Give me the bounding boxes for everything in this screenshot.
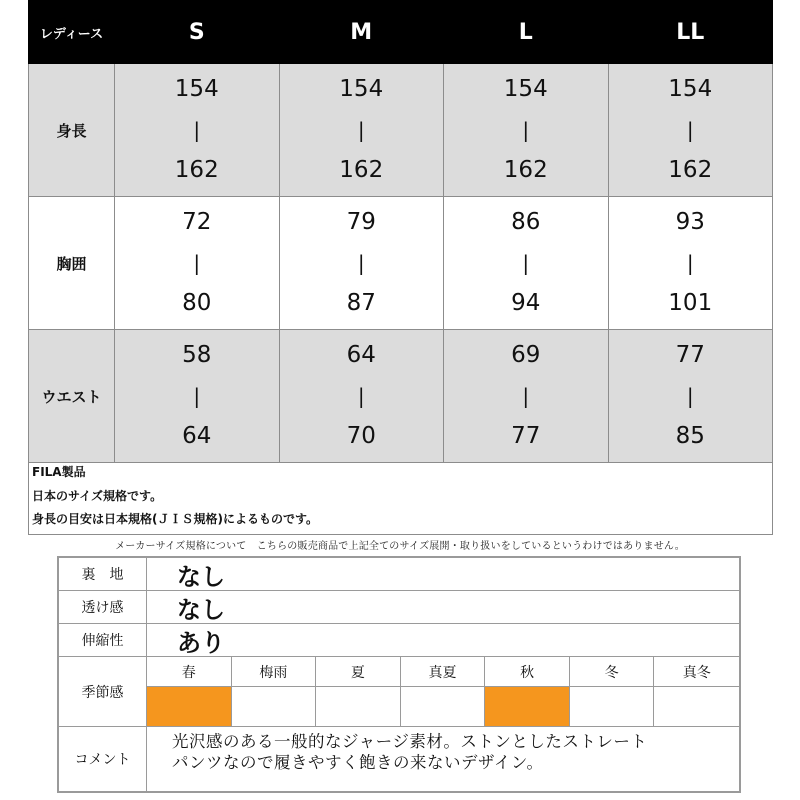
size-cell	[608, 330, 773, 463]
product-attributes-table	[57, 556, 741, 793]
range-min: 154	[668, 76, 713, 102]
comment-text	[172, 731, 729, 773]
range-min: 154	[174, 76, 219, 102]
lining-value: なし	[177, 562, 225, 591]
note-line: FILA製品	[32, 465, 86, 479]
season-header: 真夏	[401, 657, 486, 687]
range-max: 85	[675, 423, 705, 449]
range-max: 94	[511, 290, 541, 316]
size-cell	[444, 64, 609, 197]
season-header: 冬	[570, 657, 655, 687]
size-cell	[115, 330, 280, 463]
season-header: 梅雨	[232, 657, 317, 687]
sheerness-value: なし	[177, 595, 225, 624]
size-row-waist	[29, 330, 773, 463]
size-row-height	[29, 64, 773, 197]
season-indicator	[316, 687, 401, 726]
range-separator: |	[686, 384, 694, 408]
size-header-s: S	[115, 1, 280, 64]
stretch-label: 伸縮性	[59, 624, 147, 656]
range-min: 93	[675, 209, 705, 235]
range-min: 58	[182, 342, 212, 368]
lining-label: 裏 地	[59, 558, 147, 590]
sheerness-row	[59, 591, 739, 624]
range-min: 79	[346, 209, 376, 235]
range-max: 162	[503, 157, 548, 183]
range-min: 77	[675, 342, 705, 368]
row-label: ウエスト	[29, 330, 115, 463]
size-cell	[279, 197, 444, 330]
season-row	[59, 657, 739, 727]
range-separator: |	[686, 118, 694, 142]
range-separator: |	[357, 118, 365, 142]
comment-line: 光沢感のある一般的なジャージ素材。ストンとしたストレート	[172, 732, 648, 751]
season-grid	[147, 657, 739, 726]
size-cell	[279, 330, 444, 463]
season-indicator	[401, 687, 486, 726]
season-header: 春	[147, 657, 232, 687]
season-indicator	[654, 687, 739, 726]
range-min: 154	[503, 76, 548, 102]
range-min: 64	[346, 342, 376, 368]
season-indicator	[570, 687, 655, 726]
range-separator: |	[522, 384, 530, 408]
range-min: 69	[511, 342, 541, 368]
lining-row	[59, 558, 739, 591]
range-separator: |	[522, 251, 530, 275]
stretch-value: あり	[177, 628, 225, 657]
range-separator: |	[193, 251, 201, 275]
range-separator: |	[193, 384, 201, 408]
row-label: 身長	[29, 64, 115, 197]
comment-row	[59, 727, 739, 791]
range-min: 86	[511, 209, 541, 235]
range-separator: |	[357, 251, 365, 275]
range-max: 80	[182, 290, 212, 316]
range-max: 70	[346, 423, 376, 449]
season-header: 秋	[485, 657, 570, 687]
size-cell	[115, 64, 280, 197]
range-max: 77	[511, 423, 541, 449]
size-notes	[28, 461, 773, 535]
sheerness-label: 透け感	[59, 591, 147, 623]
season-label: 季節感	[59, 657, 147, 726]
note-line: 日本のサイズ規格です。	[32, 488, 163, 503]
size-header-m: M	[279, 1, 444, 64]
stretch-row	[59, 624, 739, 657]
range-max: 64	[182, 423, 212, 449]
range-min: 72	[182, 209, 212, 235]
size-header-l: L	[444, 1, 609, 64]
range-max: 101	[668, 290, 713, 316]
category-label: レディース	[29, 1, 115, 64]
season-indicator-active	[485, 687, 570, 726]
size-chart-table	[28, 0, 773, 463]
range-max: 162	[668, 157, 713, 183]
range-min: 154	[339, 76, 384, 102]
size-cell	[279, 64, 444, 197]
comment-line: パンツなので履きやすく飽きの来ないデザイン。	[172, 753, 544, 772]
range-separator: |	[357, 384, 365, 408]
size-cell	[608, 197, 773, 330]
note-line: 身長の目安は日本規格(ＪＩＳ規格)によるものです。	[32, 512, 319, 526]
season-header: 真冬	[654, 657, 739, 687]
comment-label: コメント	[59, 727, 147, 791]
season-indicator-active	[147, 687, 232, 726]
range-separator: |	[522, 118, 530, 142]
range-max: 162	[339, 157, 384, 183]
size-row-chest	[29, 197, 773, 330]
range-max: 162	[174, 157, 219, 183]
row-label: 胸囲	[29, 197, 115, 330]
size-cell	[115, 197, 280, 330]
season-header: 夏	[316, 657, 401, 687]
size-disclaimer: メーカーサイズ規格について こちらの販売商品で上記全てのサイズ展開・取り扱いをしているというわけではありません。	[115, 541, 685, 552]
season-indicator	[232, 687, 317, 726]
size-header-ll: LL	[608, 1, 773, 64]
range-max: 87	[346, 290, 376, 316]
range-separator: |	[686, 251, 694, 275]
size-cell	[608, 64, 773, 197]
size-cell	[444, 330, 609, 463]
range-separator: |	[193, 118, 201, 142]
size-header-row	[29, 1, 773, 64]
size-cell	[444, 197, 609, 330]
